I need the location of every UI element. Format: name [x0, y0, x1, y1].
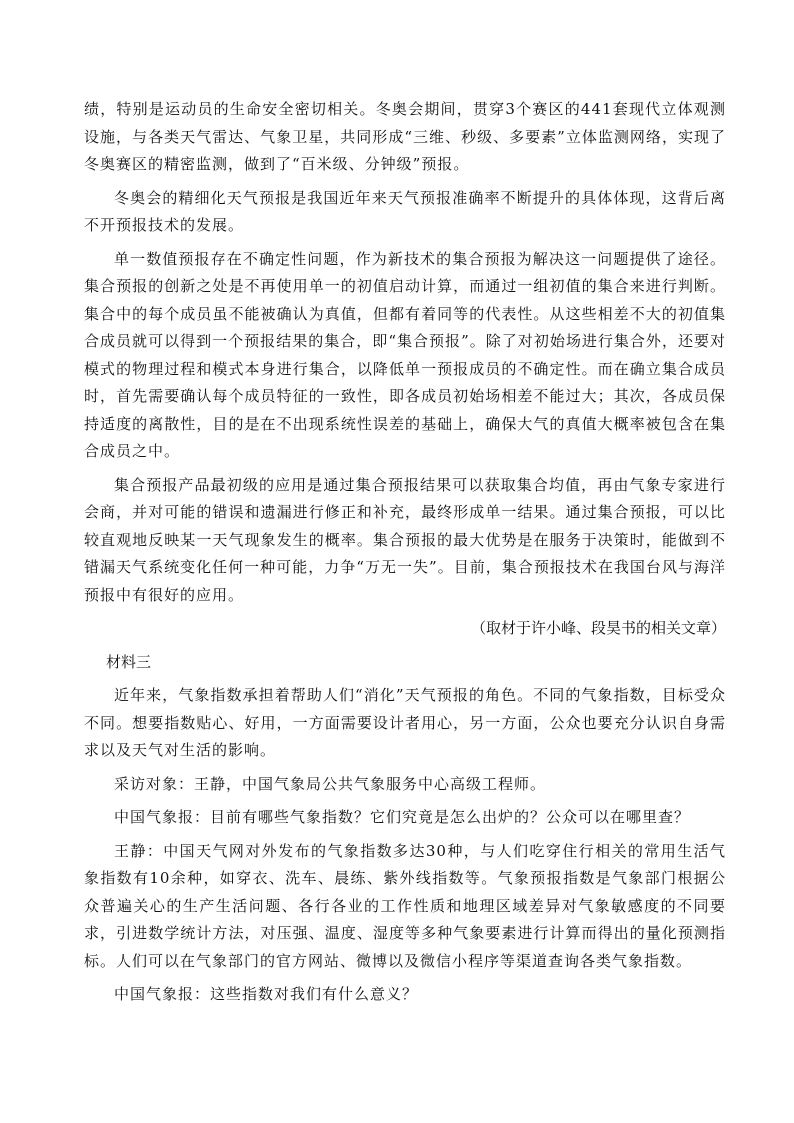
material3-intro: 近年来，气象指数承担着帮助人们“消化”天气预报的角色。不同的气象指数，目标受众不同。想要指数贴心、好用，一方面需要设计者用心，另一方面，公众也要充分认识自身需求以及天气对生活的影响。: [84, 686, 726, 759]
section-title: 材料三: [106, 653, 152, 671]
article-body: [84, 96, 726, 1015]
question-1: 中国气象报：目前有哪些气象指数？它们究竟是怎么出炉的？公众可以在哪里查？: [114, 808, 691, 826]
paragraph-continued: 绩，特别是运动员的生命安全密切相关。冬奥会期间，贯穿3个赛区的441套现代立体观测设施，与各类天气雷达、气象卫星，共同形成“三维、秒级、多要素”立体监测网络，实现了冬奥赛区的精密监测，做到了“百米级、分钟级”预报。: [84, 100, 726, 173]
interviewee-line: 采访对象：王静，中国气象局公共气象服务中心高级工程师。: [114, 774, 547, 793]
paragraph: 冬奥会的精细化天气预报是我国近年来天气预报准确率不断提升的具体体现，这背后离不开预报技术的发展。: [84, 188, 726, 234]
answer-1: 王静：中国天气网对外发布的气象指数多达30种，与人们吃穿住行相关的常用生活气象指数有10余种，如穿衣、洗车、晨练、紫外线指数等。气象预报指数是气象部门根据公众普遍关心的生产生活问题、各行各业的工作性质和地理区域差异对气象敏感度的不同要求，引进数学统计方法，对压强、温度、湿度等多种气象要素进行计算而得出的量化预测指标。人们可以在气象部门的官方网站、微博以及微信小程序等渠道查询各类气象指数。: [84, 841, 726, 970]
paragraph: 集合预报产品最初级的应用是通过集合预报结果可以获取集合均值，再由气象专家进行会商，并对可能的错误和遗漏进行修正和补充，最终形成单一结果。通过集合预报，可以比较直观地反映某一天气现象发生的概率。集合预报的最大优势是在服务于决策时，能做到不错漏天气系统变化任何一种可能，力争“万无一失”。目前，集合预报技术在我国台风与海洋预报中有很好的应用。: [84, 475, 726, 604]
paragraph: 单一数值预报存在不确定性问题，作为新技术的集合预报为解决这一问题提供了途径。集合预报的创新之处是不再使用单一的初值启动计算，而通过一组初值的集合来进行判断。集合中的每个成员虽不能被确认为真值，但都有着同等的代表性。从这些相差不大的初值集合成员就可以得到一个预报结果的集合，即“集合预报”。除了对初始场进行集合外，还要对模式的物理过程和模式本身进行集合，以降低单一预报成员的不确定性。而在确立集合成员时，首先需要确认每个成员特征的一致性，即各成员初始场相差不能过大；其次，各成员保持适度的离散性，目的是在不出现系统性误差的基础上，确保大气的真值大概率被包含在集合成员之中。: [84, 249, 726, 460]
question-2: 中国气象报：这些指数对我们有什么意义？: [114, 985, 419, 1003]
source-note: （取材于许小峰、段昊书的相关文章）: [470, 620, 726, 637]
